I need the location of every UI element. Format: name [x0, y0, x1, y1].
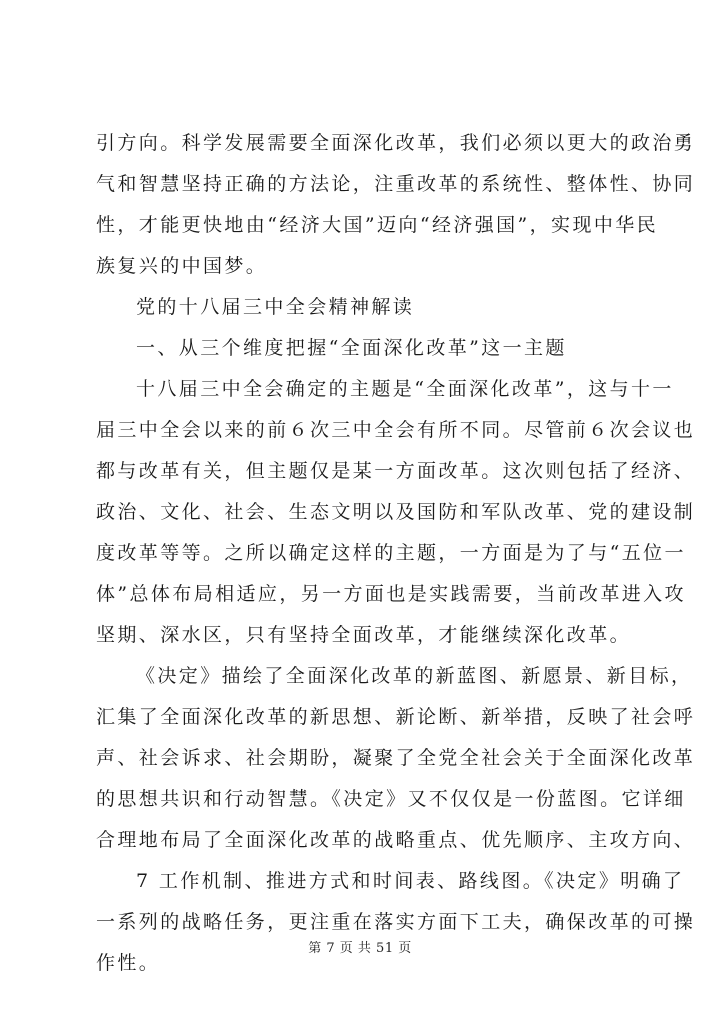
text-line: 性，才能更快地由“经济大国”迈向“经济强国”，实现中华民 [96, 214, 659, 236]
text-line: 汇集了全面深化改革的新思想、新论断、新举措，反映了社会呼 [96, 706, 696, 728]
text-line: 7 工作机制、推进方式和时间表、路线图。《决定》明确了 [136, 870, 685, 892]
text-line: 都与改革有关，但主题仅是某一方面改革。这次则包括了经济、 [96, 460, 696, 482]
text-line: 气和智慧坚持正确的方法论，注重改革的系统性、整体性、协同 [96, 173, 696, 195]
text-line: 体”总体布局相适应，另一方面也是实践需要，当前改革进入攻 [96, 583, 686, 605]
text-line: 声、社会诉求、社会期盼，凝聚了全党全社会关于全面深化改革 [96, 747, 696, 769]
paragraph-start: 十八届三中全会确定的主题是“全面深化改革”，这与十一 [136, 378, 674, 400]
text-line: 届三中全会以来的前６次三中全会有所不同。尽管前６次会议也 [96, 419, 696, 441]
text-line: 一系列的战略任务，更注重在落实方面下工夫，确保改革的可操 [96, 911, 696, 933]
text-line: 的思想共识和行动智慧。《决定》又不仅仅是一份蓝图。它详细 [96, 788, 686, 810]
text-line: 合理地布局了全面深化改革的战略重点、优先顺序、主攻方向、 [96, 829, 696, 851]
text-line: 引方向。科学发展需要全面深化改革，我们必须以更大的政治勇 [96, 132, 696, 154]
text-line: 坚期、深水区，只有坚持全面改革，才能继续深化改革。 [96, 624, 632, 646]
text-line: 政治、文化、社会、生态文明以及国防和军队改革、党的建设制 [96, 501, 696, 523]
section-heading: 一、从三个维度把握“全面深化改革”这一主题 [136, 337, 567, 359]
paragraph-start: 《决定》描绘了全面深化改革的新蓝图、新愿景、新目标， [136, 665, 693, 687]
page-number-footer: 第 7 页 共 51 页 [308, 941, 412, 956]
section-title: 党的十八届三中全会精神解读 [136, 296, 415, 318]
text-line: 作性。 [96, 952, 161, 974]
text-line: 度改革等等。之所以确定这样的主题，一方面是为了与“五位一 [96, 542, 686, 564]
text-line: 族复兴的中国梦。 [96, 255, 268, 277]
